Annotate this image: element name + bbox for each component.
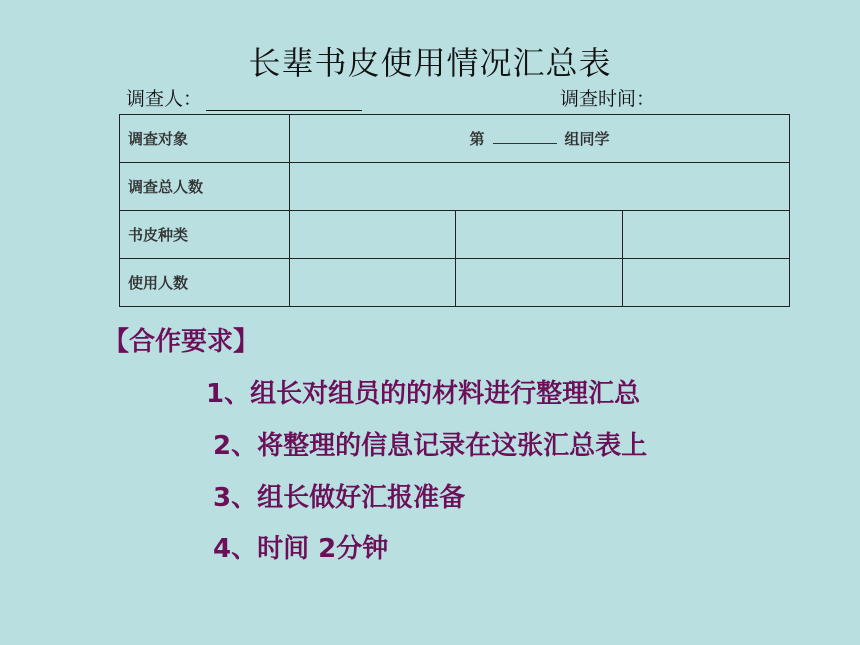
row-label-cover-type: 书皮种类 [120, 211, 290, 259]
requirement-item: 3、组长做好汇报准备 [213, 483, 466, 513]
cover-type-cell[interactable] [623, 211, 790, 259]
user-count-cell[interactable] [623, 259, 790, 307]
survey-time-label: 调查时间： [560, 88, 656, 110]
requirement-item: 4、时间 2分钟 [213, 534, 389, 564]
user-count-cell[interactable] [456, 259, 623, 307]
row-label-user-count: 使用人数 [120, 259, 290, 307]
requirement-item: 2、将整理的信息记录在这张汇总表上 [213, 431, 648, 461]
group-suffix: 组同学 [564, 130, 610, 148]
total-count-cell[interactable] [290, 163, 790, 211]
survey-time-field [560, 84, 655, 111]
table-row [120, 211, 790, 259]
group-prefix: 第 [469, 130, 485, 148]
group-number-blank[interactable] [493, 129, 557, 144]
summary-table [119, 114, 790, 307]
group-cell[interactable] [290, 115, 790, 163]
table-row [120, 259, 790, 307]
investigator-blank[interactable] [206, 92, 362, 111]
row-label-total-count: 调查总人数 [120, 163, 290, 211]
table-row [120, 115, 790, 163]
page-title: 长辈书皮使用情况汇总表 [248, 44, 612, 82]
requirement-item: 1、组长对组员的的材料进行整理汇总 [206, 379, 641, 409]
user-count-cell[interactable] [290, 259, 456, 307]
investigator-field [126, 84, 362, 111]
table-row [120, 163, 790, 211]
cover-type-cell[interactable] [456, 211, 623, 259]
requirements-heading: 【合作要求】 [103, 327, 260, 357]
row-label-survey-target: 调查对象 [120, 115, 290, 163]
cover-type-cell[interactable] [290, 211, 456, 259]
investigator-label: 调查人： [126, 88, 203, 110]
